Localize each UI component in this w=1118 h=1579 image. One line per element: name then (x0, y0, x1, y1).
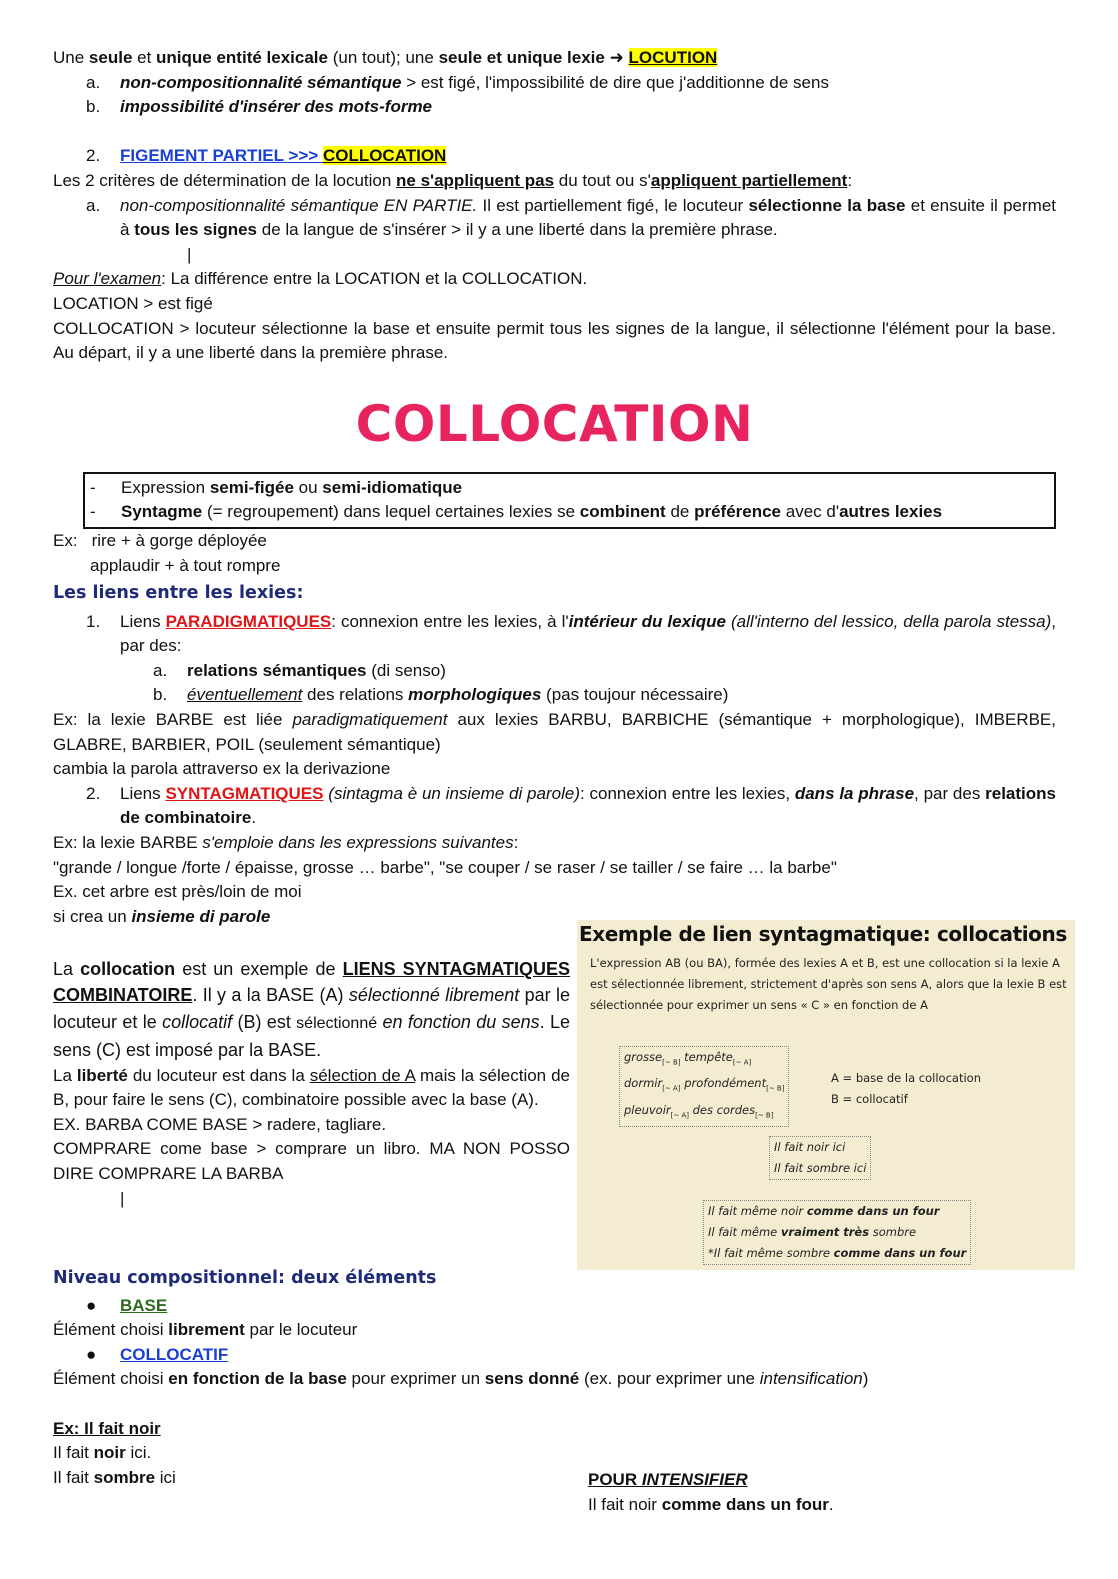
liens-heading: Les liens entre les lexies: (53, 583, 304, 604)
figure-intensifier-box (703, 1200, 971, 1265)
ex-noir-line-1: Il fait noir ici. (53, 1443, 152, 1463)
figure-pair: pleuvoir$_{[\sim A]}$ des cordes$_{[\sim B]}$ (624, 1102, 774, 1119)
liens-item-2: 2. Liens SYNTAGMATIQUES (sintagma è un insieme di parole): connexion entre les lexies, dans la phrase, par des relations de combinatoire. (86, 783, 1056, 828)
spacer (53, 1392, 1056, 1417)
figure-pairs-box (619, 1046, 789, 1127)
figure-definition: L'expression AB (ou BA), formée des lexies A et B, est une collocation si la lexie A est sélectionnée librement, strictement d'après son sens A, alors que la lexie B est sélectionnée pour exprimer un sens « C » en fonction de A (590, 955, 1067, 1012)
collocation-explanation (53, 956, 570, 1211)
intro-line: Une seule et unique entité lexicale (un tout); une seule et unique lexie ➜ LOCUTION (53, 48, 718, 67)
criteres-line: Les 2 critères de détermination de la locution ne s'appliquent pas du tout ou s'appliquent partiellement: (53, 170, 853, 190)
pour-intensifier (588, 1468, 834, 1517)
figure-intens-line: Il fait même vraiment très sombre (708, 1225, 917, 1239)
collocatif-description: Élément choisi en fonction de la base pour exprimer un sens donné (ex. pour exprimer une intensification) (53, 1369, 869, 1389)
collocation-highlight: COLLOCATION (322, 146, 447, 166)
locution-highlight: LOCUTION (628, 48, 718, 67)
spacer (53, 120, 1056, 145)
text-cursor-mark-2: | (120, 1188, 125, 1208)
figure-pair: grosse$_{[\sim B]}$ tempête$_{[\sim A]}$ (624, 1050, 752, 1067)
liens-item-1b: b. éventuellement des relations morphologiques (pas toujour nécessaire) (153, 685, 729, 705)
figure-pair: dormir$_{[\sim A]}$ profondément$_{[\sim B]}$ (624, 1076, 785, 1093)
example-barbe-2: Ex: la lexie BARBE s'emploie dans les expressions suivantes: (53, 833, 519, 853)
figure-intens-line: Il fait même noir comme dans un four (708, 1204, 940, 1218)
figement-heading: 2. FIGEMENT PARTIEL >>> COLLOCATION (86, 146, 447, 166)
explanation-p4: COMPRARE come base > comprare un libro. MA NON POSSO DIRE COMPRARE LA BARBA (53, 1139, 570, 1183)
niveau-heading: Niveau compositionnel: deux éléments (53, 1268, 437, 1288)
sicrea-line: si crea un insieme di parole (53, 906, 271, 926)
figure-title: Exemple de lien syntagmatique: collocations (579, 922, 1067, 946)
figure-intens-line: *Il fait même sombre comme dans un four (708, 1246, 967, 1260)
figure-noir-box: Il fait noir ici Il fait sombre ici (769, 1136, 871, 1180)
example-applaudir: applaudir + à tout rompre (90, 555, 281, 575)
liens-item-1a: a. relations sémantiques (di senso) (153, 660, 446, 680)
text-cursor-mark: | (187, 244, 192, 264)
example-barbe: Ex: la lexie BARBE est liée paradigmatiquement aux lexies BARBU, BARBICHE (sémantique + morphologique), IMBERBE, GLABRE, BARBIER, POIL (seulement sémantique) (53, 710, 1056, 754)
definition-row-2: - Syntagme (= regroupement) dans lequel certaines lexies se combinent de préférence avec d'autres lexies (90, 502, 943, 522)
cambia-line: cambia la parola attraverso ex la derivazione (53, 759, 391, 779)
criteres-item-a: a. non-compositionnalité sémantique EN PARTIE. Il est partiellement figé, le locuteur sélectionne la base et ensuite il permet à tous les signes de la langue de s'insérer > il y a une liberté dans la première phrase. (86, 195, 1056, 240)
collocatif-item: ● COLLOCATIF (86, 1344, 229, 1364)
location-line: LOCATION > est figé (53, 293, 213, 313)
base-description: Élément choisi librement par le locuteur (53, 1320, 358, 1340)
explanation-p2: La liberté du locuteur est dans la sélection de A mais la sélection de B, pour faire le sens (C), combinatoire possible avec la base (A). (53, 1065, 570, 1110)
base-item: ● BASE (86, 1295, 168, 1315)
arbre-line: Ex. cet arbre est près/loin de moi (53, 882, 302, 902)
explanation-p1: La collocation est un exemple de LIENS SYNTAGMATIQUES COMBINATOIRE. Il y a la BASE (A) sélectionné librement par le locuteur et le collocatif (B) est sélectionné en fonction du sens. Le sens (C) est imposé par la BASE. (53, 959, 571, 1061)
example-rire: Ex: rire + à gorge déployée (53, 530, 267, 550)
definition-box (83, 472, 1056, 529)
pour-line: Il fait noir comme dans un four. (588, 1494, 834, 1514)
collocation-line: COLLOCATION > locuteur sélectionne la base et ensuite permit tous les signes de la langue, il sélectionne l'élément pour la base. Au départ, il y a une liberté dans la première phrase. (53, 318, 1056, 363)
liens-item-1: 1. Liens PARADIGMATIQUES: connexion entre les lexies, à l'intérieur du lexique (all'interno del lessico, della parola stessa), par des: (86, 611, 1056, 656)
document-page (53, 46, 1056, 929)
definition-row-1: - Expression semi-figée ou semi-idiomatique (90, 477, 463, 497)
list-item-a: a. non-compositionnalité sémantique > est figé, l'impossibilité de dire que j'additionne de sens (86, 72, 829, 92)
list-item-b: b. impossibilité d'insérer des mots-forme (86, 97, 433, 117)
quotes-line: "grande / longue /forte / épaisse, grosse … barbe", "se couper / se raser / se tailler / se faire … la barbe" (53, 857, 837, 877)
page-title: COLLOCATION (355, 394, 754, 453)
niveau-section (53, 1266, 1056, 1490)
ex-noir-line-2: Il fait sombre ici (53, 1467, 176, 1487)
ex-noir-heading: Ex: Il fait noir (53, 1418, 161, 1438)
explanation-p3: EX. BARBA COME BASE > radere, tagliare. (53, 1114, 387, 1134)
figure-legend-b: B = collocatif (831, 1092, 908, 1106)
collocation-example-figure (577, 920, 1075, 1270)
figure-legend-a: A = base de la collocation (831, 1071, 981, 1085)
examen-line: Pour l'examen: La différence entre la LOCATION et la COLLOCATION. (53, 269, 588, 289)
pour-heading: POUR INTENSIFIER (588, 1470, 748, 1489)
